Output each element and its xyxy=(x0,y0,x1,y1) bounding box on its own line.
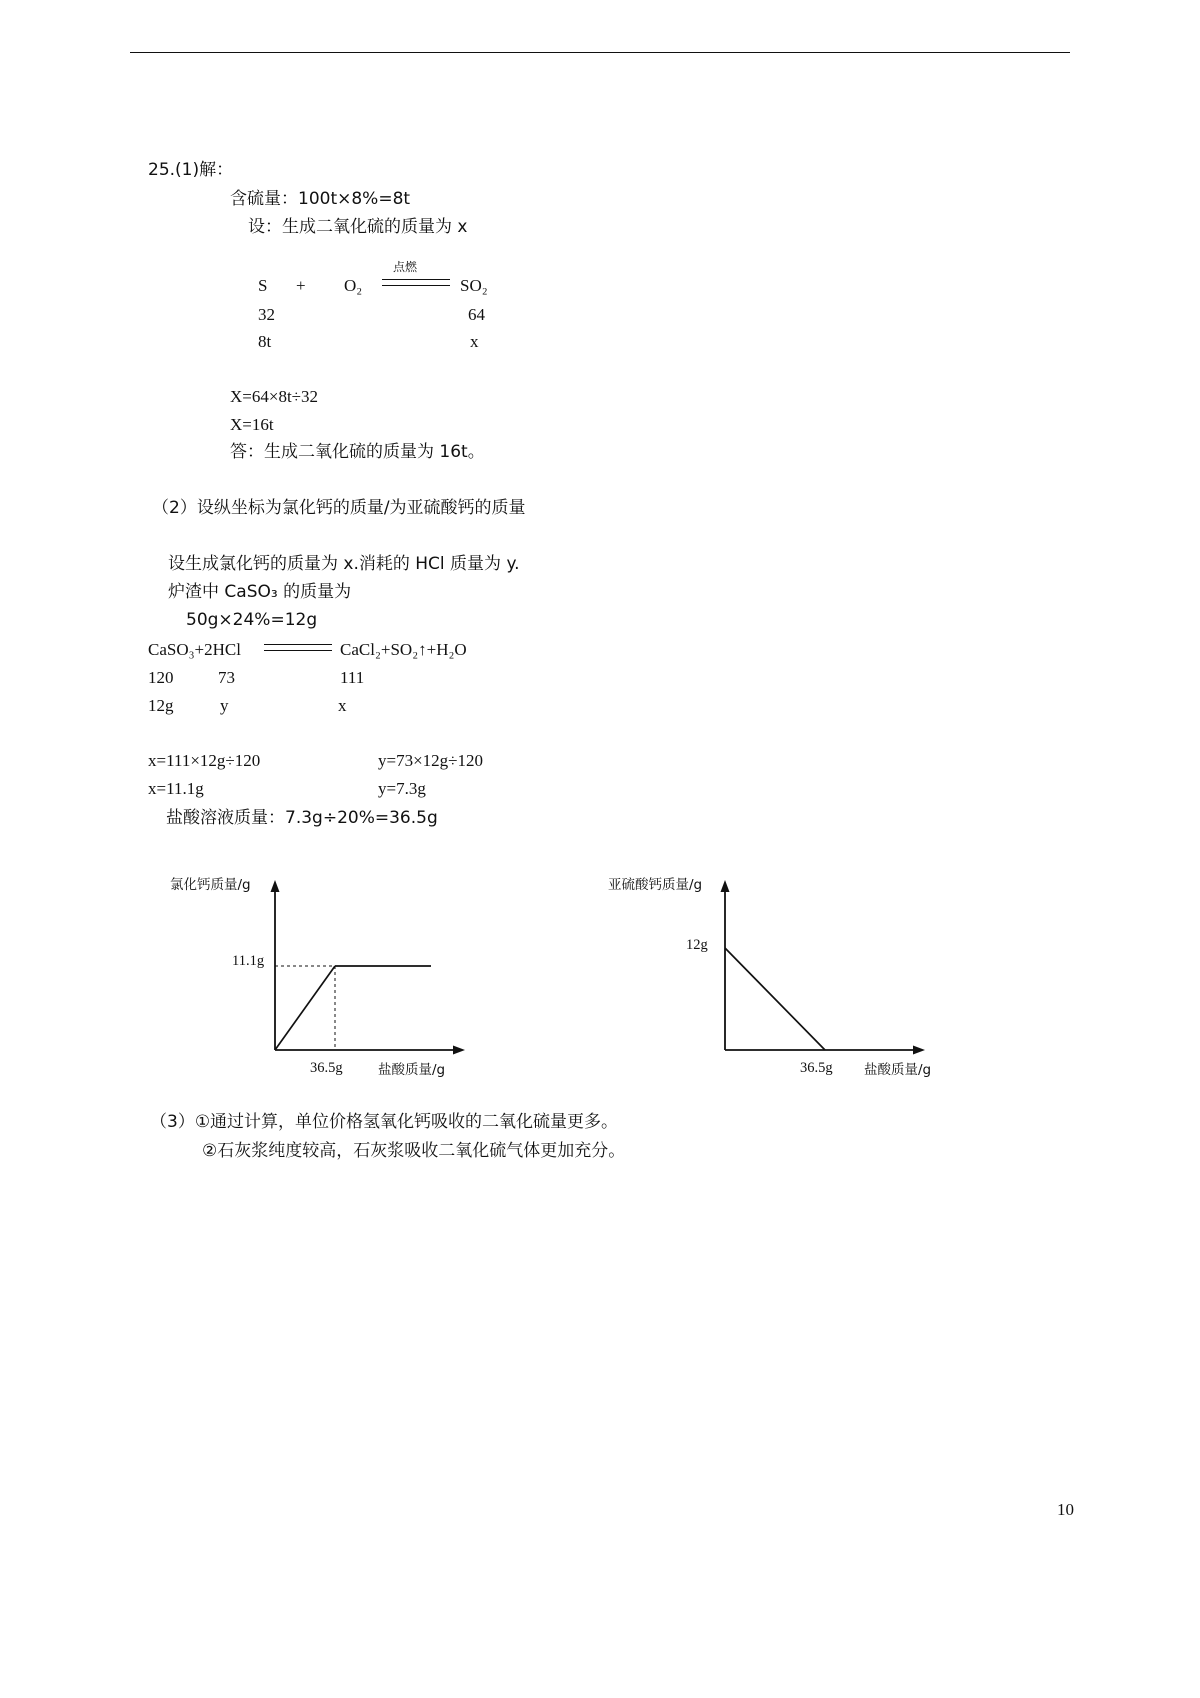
eq1-mass-reactant1: 32 xyxy=(258,305,275,324)
eq1-unknown-product: x xyxy=(470,332,479,351)
q25-2-solve-y: y=73×12g÷120 xyxy=(378,751,484,770)
chart1-x-tick-label: 36.5g xyxy=(310,1060,343,1076)
chart1-y-axis-label: 氯化钙质量/g xyxy=(170,877,251,893)
eq2-mass-3: 111 xyxy=(340,668,365,687)
q25-solve-line1: X=64×8t÷32 xyxy=(230,387,319,406)
q25-2-hcl-solution: 盐酸溶液质量：7.3g÷20%=36.5g xyxy=(166,808,438,828)
eq2-mass-2: 73 xyxy=(218,668,235,687)
eq1-reactant2: O₂ xyxy=(344,276,363,295)
eq1-arrow-line-bottom xyxy=(382,285,450,286)
eq2-arrow-line-bottom xyxy=(264,650,332,651)
chart1-x-axis-label: 盐酸质量/g xyxy=(378,1062,446,1078)
q25-2-solve-x: x=111×12g÷120 xyxy=(148,751,261,770)
eq2-mass-1: 120 xyxy=(148,668,174,687)
chart2-y-tick-label: 12g xyxy=(686,937,708,953)
eq2-left: CaSO₃+2HCl xyxy=(148,640,241,659)
eq1-given-reactant1: 8t xyxy=(258,332,272,351)
q25-2-line3: 50g×24%=12g xyxy=(186,610,318,630)
chart1-plot xyxy=(255,870,495,1060)
q25-sulfur-line: 含硫量：100t×8%=8t xyxy=(230,189,411,209)
q25-2-line2: 炉渣中 CaSO₃ 的质量为 xyxy=(168,582,352,602)
page-number: 10 xyxy=(1057,1500,1074,1519)
q25-assume-line: 设：生成二氧化硫的质量为 x xyxy=(248,217,468,237)
q25-answer-line: 答：生成二氧化硫的质量为 16t。 xyxy=(230,442,485,462)
eq2-right: CaCl₂+SO₂↑+H₂O xyxy=(340,640,467,659)
chart2-y-axis-label: 亚硫酸钙质量/g xyxy=(608,877,703,893)
eq1-reactant1: S xyxy=(258,276,268,295)
eq1-plus: + xyxy=(296,276,306,295)
q25-2-line1: 设生成氯化钙的质量为 x.消耗的 HCl 质量为 y. xyxy=(168,554,520,574)
eq1-mass-product: 64 xyxy=(468,305,485,324)
eq2-value-1: 12g xyxy=(148,696,174,715)
chart1-y-tick-label: 11.1g xyxy=(232,953,265,969)
q25-3-line2: ②石灰浆纯度较高，石灰浆吸收二氧化硫气体更加充分。 xyxy=(202,1141,626,1161)
q25-2-result-y: y=7.3g xyxy=(378,779,426,798)
eq1-product: SO₂ xyxy=(460,276,488,295)
q25-3-line1: （3）①通过计算，单位价格氢氧化钙吸收的二氧化硫量更多。 xyxy=(150,1112,619,1132)
chart2-plot xyxy=(705,870,955,1060)
chart2-x-axis-label: 盐酸质量/g xyxy=(864,1062,932,1078)
eq2-arrow-line-top xyxy=(264,644,332,645)
header-rule xyxy=(130,52,1070,53)
eq2-value-2: y xyxy=(220,696,229,715)
q25-heading: 25.(1)解： xyxy=(148,160,234,180)
chart2-x-tick-label: 36.5g xyxy=(800,1060,833,1076)
eq1-condition: 点燃 xyxy=(393,260,418,274)
eq1-arrow-line-top xyxy=(382,279,450,280)
q25-solve-line2: X=16t xyxy=(230,415,274,434)
q25-2-result-x: x=11.1g xyxy=(148,779,204,798)
q25-2-intro: （2）设纵坐标为氯化钙的质量/为亚硫酸钙的质量 xyxy=(152,498,526,518)
eq2-value-3: x xyxy=(338,696,347,715)
